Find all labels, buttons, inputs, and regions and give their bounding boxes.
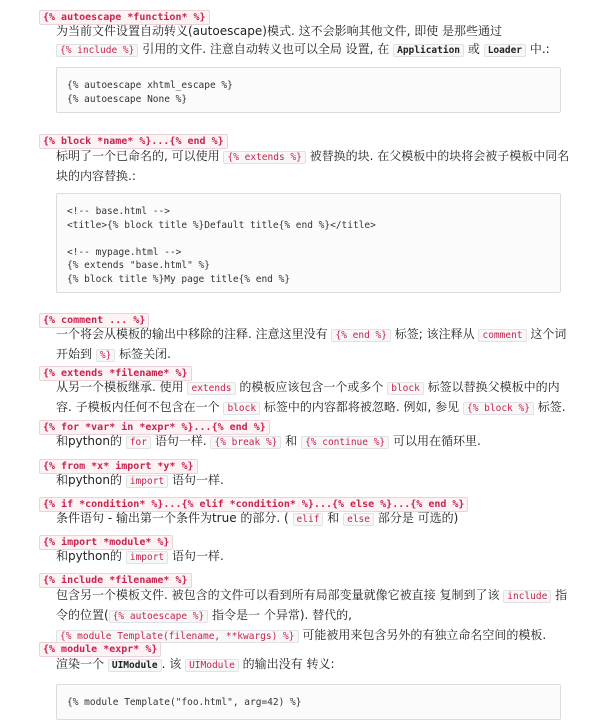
desc-extends: 从另一个模板继承. 使用 extends 的模板应该包含一个或多个 block 标签以替换父模板中的内容. 子模板内任何不包含在一个 block 标签中的内容都将被忽略. 例如, 参见 {% block %} 标签.	[56, 380, 566, 414]
code-block-block: <!-- base.html --> <title>{% block title %}Default title{% end %}</title> <!-- mypage.html --> {% extends "base.html" %} {% block title %}My page title{% end %}	[56, 193, 561, 293]
inline-code: extends	[187, 382, 235, 395]
desc-autoescape: 为当前文件设置自动转义(autoescape)模式. 这不会影响其他文件, 即使 是那些通过 {% include %} 引用的文件. 注意自动转义也可以全局 设置, 在 Application 或 Loader 中.:	[56, 24, 550, 56]
inline-code: {% include %}	[56, 44, 138, 57]
term-for: {% for *var* in *expr* %}...{% end %}	[39, 420, 270, 435]
term-module: {% module *expr* %}	[39, 642, 161, 657]
inline-code: {% module Template(filename, **kwargs) %}	[56, 630, 299, 643]
inline-code: import	[126, 551, 168, 564]
inline-code: {% extends %}	[223, 151, 305, 164]
inline-code: {% autoescape %}	[109, 610, 209, 623]
desc-from: 和python的 import 语句一样.	[56, 473, 224, 487]
inline-code: {% end %}	[331, 329, 390, 342]
term-if: {% if *condition* %}...{% elif *condition* %}...{% else %}...{% end %}	[39, 497, 468, 512]
desc-include: 包含另一个模板文件. 被包含的文件可以看到所有局部变量就像它被直接 复制到了该 include 指令的位置( {% autoescape %} 指令是一 个异常). 替代的, {% module Template(filename, **kwargs) %} 可能被用来包含另外的有独立命名空间的模板.	[56, 588, 568, 642]
inline-code-bold: Application	[393, 44, 464, 57]
desc-if: 条件语句 - 输出第一个条件为true 的部分. ( elif 和 else 部分是 可选的)	[56, 511, 459, 525]
term-from: {% from *x* import *y* %}	[39, 459, 198, 474]
inline-code: {% continue %}	[301, 436, 389, 449]
inline-code: block	[223, 402, 260, 415]
code-block-module: {% module Template("foo.html", arg=42) %}	[56, 684, 561, 720]
inline-code: else	[343, 513, 374, 526]
inline-code: {% block %}	[463, 402, 534, 415]
term-import: {% import *module* %}	[39, 535, 173, 550]
inline-code: for	[126, 436, 151, 449]
inline-code: block	[387, 382, 424, 395]
inline-code: elif	[293, 513, 324, 526]
inline-code: include	[503, 590, 551, 603]
desc-block: 标明了一个已命名的, 可以使用 {% extends %} 被替换的块. 在父模板中的块将会被子模板中同名块的内容替换.:	[56, 149, 570, 183]
term-extends: {% extends *filename* %}	[39, 366, 192, 381]
term-autoescape: {% autoescape *function* %}	[39, 10, 210, 25]
term-comment: {% comment ... %}	[39, 313, 149, 328]
desc-comment: 一个将会从模板的输出中移除的注释. 注意这里没有 {% end %} 标签; 该注释从 comment 这个词开始到 %} 标签关闭.	[56, 327, 567, 361]
inline-code: comment	[478, 329, 526, 342]
inline-code: UIModule	[185, 659, 239, 672]
desc-for: 和python的 for 语句一样. {% break %} 和 {% continue %} 可以用在循环里.	[56, 434, 481, 448]
term-include: {% include *filename* %}	[39, 573, 192, 588]
inline-code-bold: UIModule	[108, 659, 162, 672]
inline-code: {% break %}	[210, 436, 281, 449]
code-block-autoescape: {% autoescape xhtml_escape %} {% autoescape None %}	[56, 67, 561, 113]
desc-import: 和python的 import 语句一样.	[56, 549, 224, 563]
inline-code-bold: Loader	[484, 44, 526, 57]
inline-code: import	[126, 475, 168, 488]
term-block: {% block *name* %}...{% end %}	[39, 134, 228, 149]
inline-code: %}	[96, 349, 115, 362]
desc-module: 渲染一个 UIModule . 该 UIModule 的输出没有 转义:	[56, 657, 335, 671]
